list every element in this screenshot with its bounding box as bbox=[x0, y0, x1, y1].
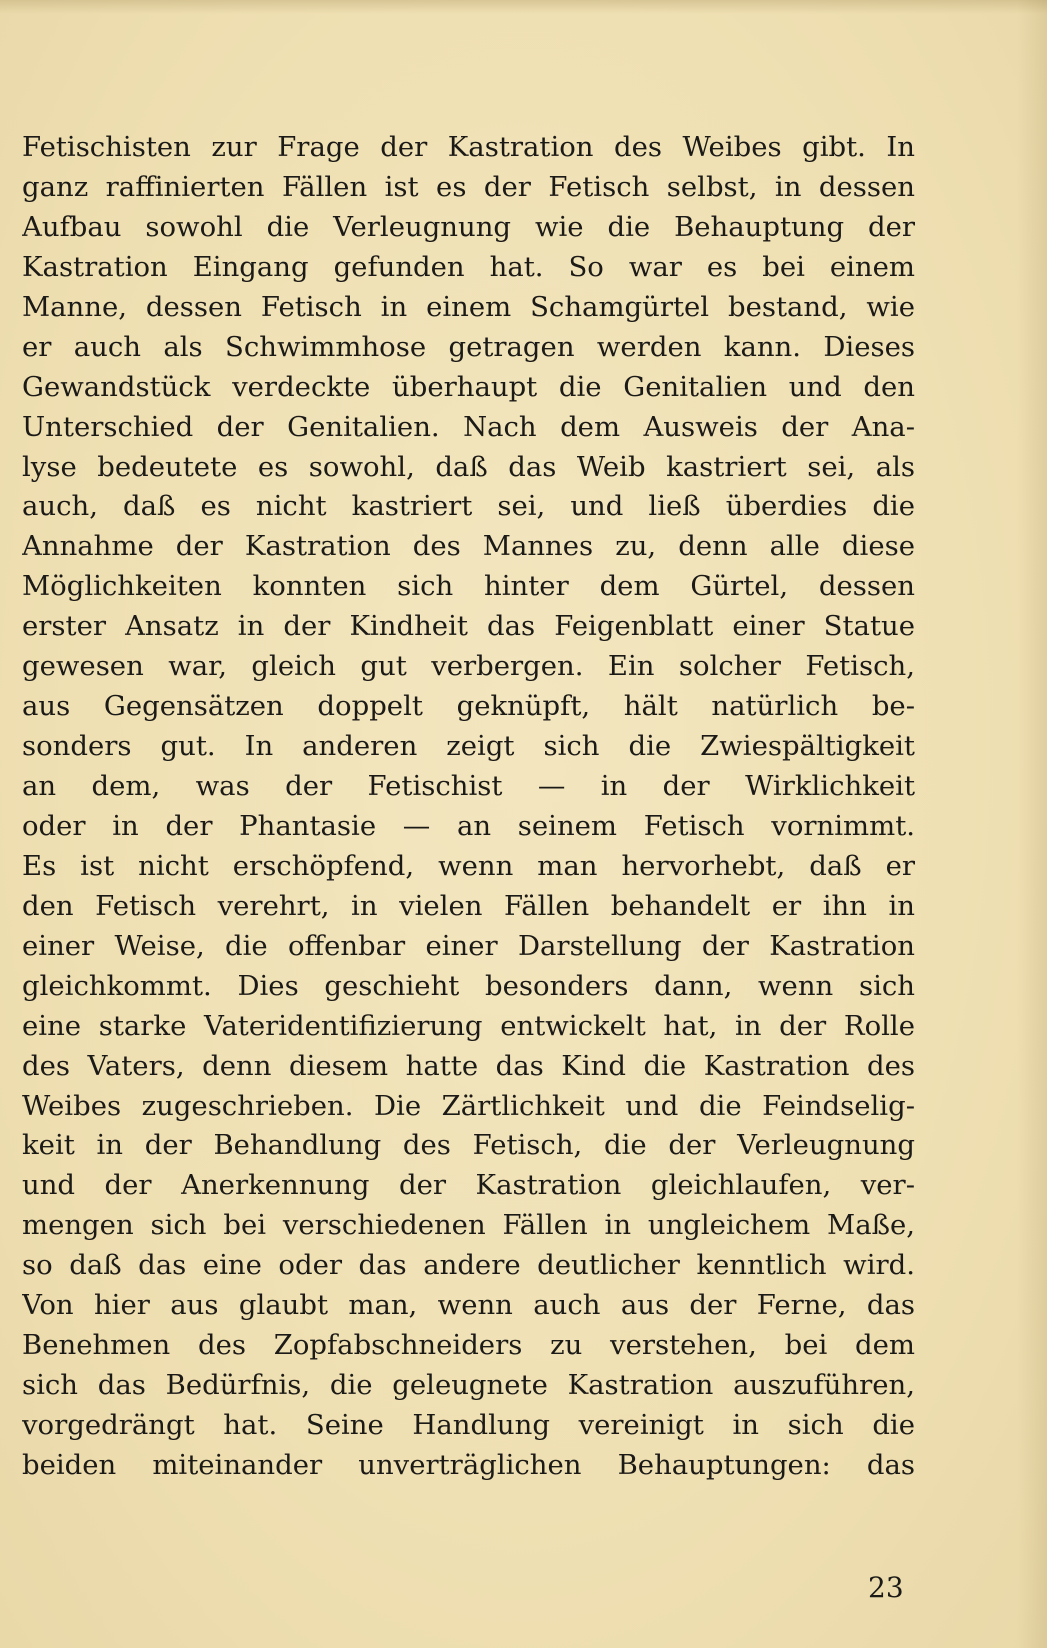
text-line: aus Gegensätzen doppelt geknüpft, hält natürlich be- bbox=[22, 690, 915, 723]
text-line: Fetischisten zur Frage der Kastration des Weibes gibt. In bbox=[22, 131, 915, 163]
text-line: einer Weise, die offenbar einer Darstellung der Kastration bbox=[22, 929, 915, 962]
text-line: den Fetisch verehrt, in vielen Fällen behandelt er ihn in bbox=[22, 889, 915, 922]
text-line: Es ist nicht erschöpfend, wenn man hervorhebt, daß er bbox=[22, 849, 915, 882]
text-line: vorgedrängt hat. Seine Handlung vereinigt in sich die bbox=[22, 1409, 915, 1441]
text-line: Möglichkeiten konnten sich hinter dem Gürtel, dessen bbox=[22, 570, 915, 603]
text-line: oder in der Phantasie — an seinem Fetisch vornimmt. bbox=[22, 809, 915, 842]
text-line: Gewandstück verdeckte überhaupt die Genitalien und den bbox=[22, 370, 915, 403]
text-line: gleichkommt. Dies geschieht besonders dann, wenn sich bbox=[22, 969, 915, 1002]
text-line: Aufbau sowohl die Verleugnung wie die Behauptung der bbox=[22, 210, 915, 243]
text-line: eine starke Vateridentifizierung entwickelt hat, in der Rolle bbox=[22, 1009, 915, 1042]
text-line: sich das Bedürfnis, die geleugnete Kastration auszuführen, bbox=[22, 1369, 915, 1402]
text-line: Benehmen des Zopfabschneiders zu verstehen, bei dem bbox=[22, 1329, 915, 1362]
body-text bbox=[22, 128, 915, 1486]
text-line: an dem, was der Fetischist — in der Wirklichkeit bbox=[22, 770, 915, 802]
text-line: Manne, dessen Fetisch in einem Schamgürtel bestand, wie bbox=[22, 290, 915, 323]
text-line: er auch als Schwimmhose getragen werden kann. Dieses bbox=[22, 330, 915, 363]
text-line: keit in der Behandlung des Fetisch, die der Verleugnung bbox=[22, 1129, 915, 1162]
text-line: Weibes zugeschrieben. Die Zärtlichkeit und die Feindselig- bbox=[22, 1089, 915, 1122]
text-line: und der Anerkennung der Kastration gleichlaufen, ver- bbox=[22, 1169, 915, 1202]
page-edge-shadow bbox=[1017, 0, 1047, 1648]
text-line: beiden miteinander unverträglichen Behauptungen: das bbox=[22, 1448, 915, 1481]
text-line: Kastration Eingang gefunden hat. So war es bei einem bbox=[22, 250, 915, 283]
text-line: so daß das eine oder das andere deutlicher kenntlich wird. bbox=[22, 1249, 915, 1282]
text-line: ganz raffinierten Fällen ist es der Fetisch selbst, in dessen bbox=[22, 170, 915, 203]
text-line: mengen sich bei verschiedenen Fällen in ungleichem Maße, bbox=[22, 1209, 915, 1242]
text-line: Unterschied der Genitalien. Nach dem Ausweis der Ana- bbox=[22, 410, 915, 443]
text-line: gewesen war, gleich gut verbergen. Ein solcher Fetisch, bbox=[22, 650, 915, 683]
text-line: Annahme der Kastration des Mannes zu, denn alle diese bbox=[22, 530, 915, 563]
text-line: lyse bedeutete es sowohl, daß das Weib kastriert sei, als bbox=[22, 450, 915, 483]
page-top-shadow bbox=[0, 0, 1047, 14]
text-line: auch, daß es nicht kastriert sei, und ließ überdies die bbox=[22, 490, 915, 523]
text-line: des Vaters, denn diesem hatte das Kind die Kastration des bbox=[22, 1049, 915, 1082]
text-line: sonders gut. In anderen zeigt sich die Zwiespältigkeit bbox=[22, 730, 915, 763]
text-line: erster Ansatz in der Kindheit das Feigenblatt einer Statue bbox=[22, 610, 915, 643]
page-number: 23 bbox=[868, 1571, 904, 1604]
text-line: Von hier aus glaubt man, wenn auch aus der Ferne, das bbox=[22, 1289, 915, 1322]
